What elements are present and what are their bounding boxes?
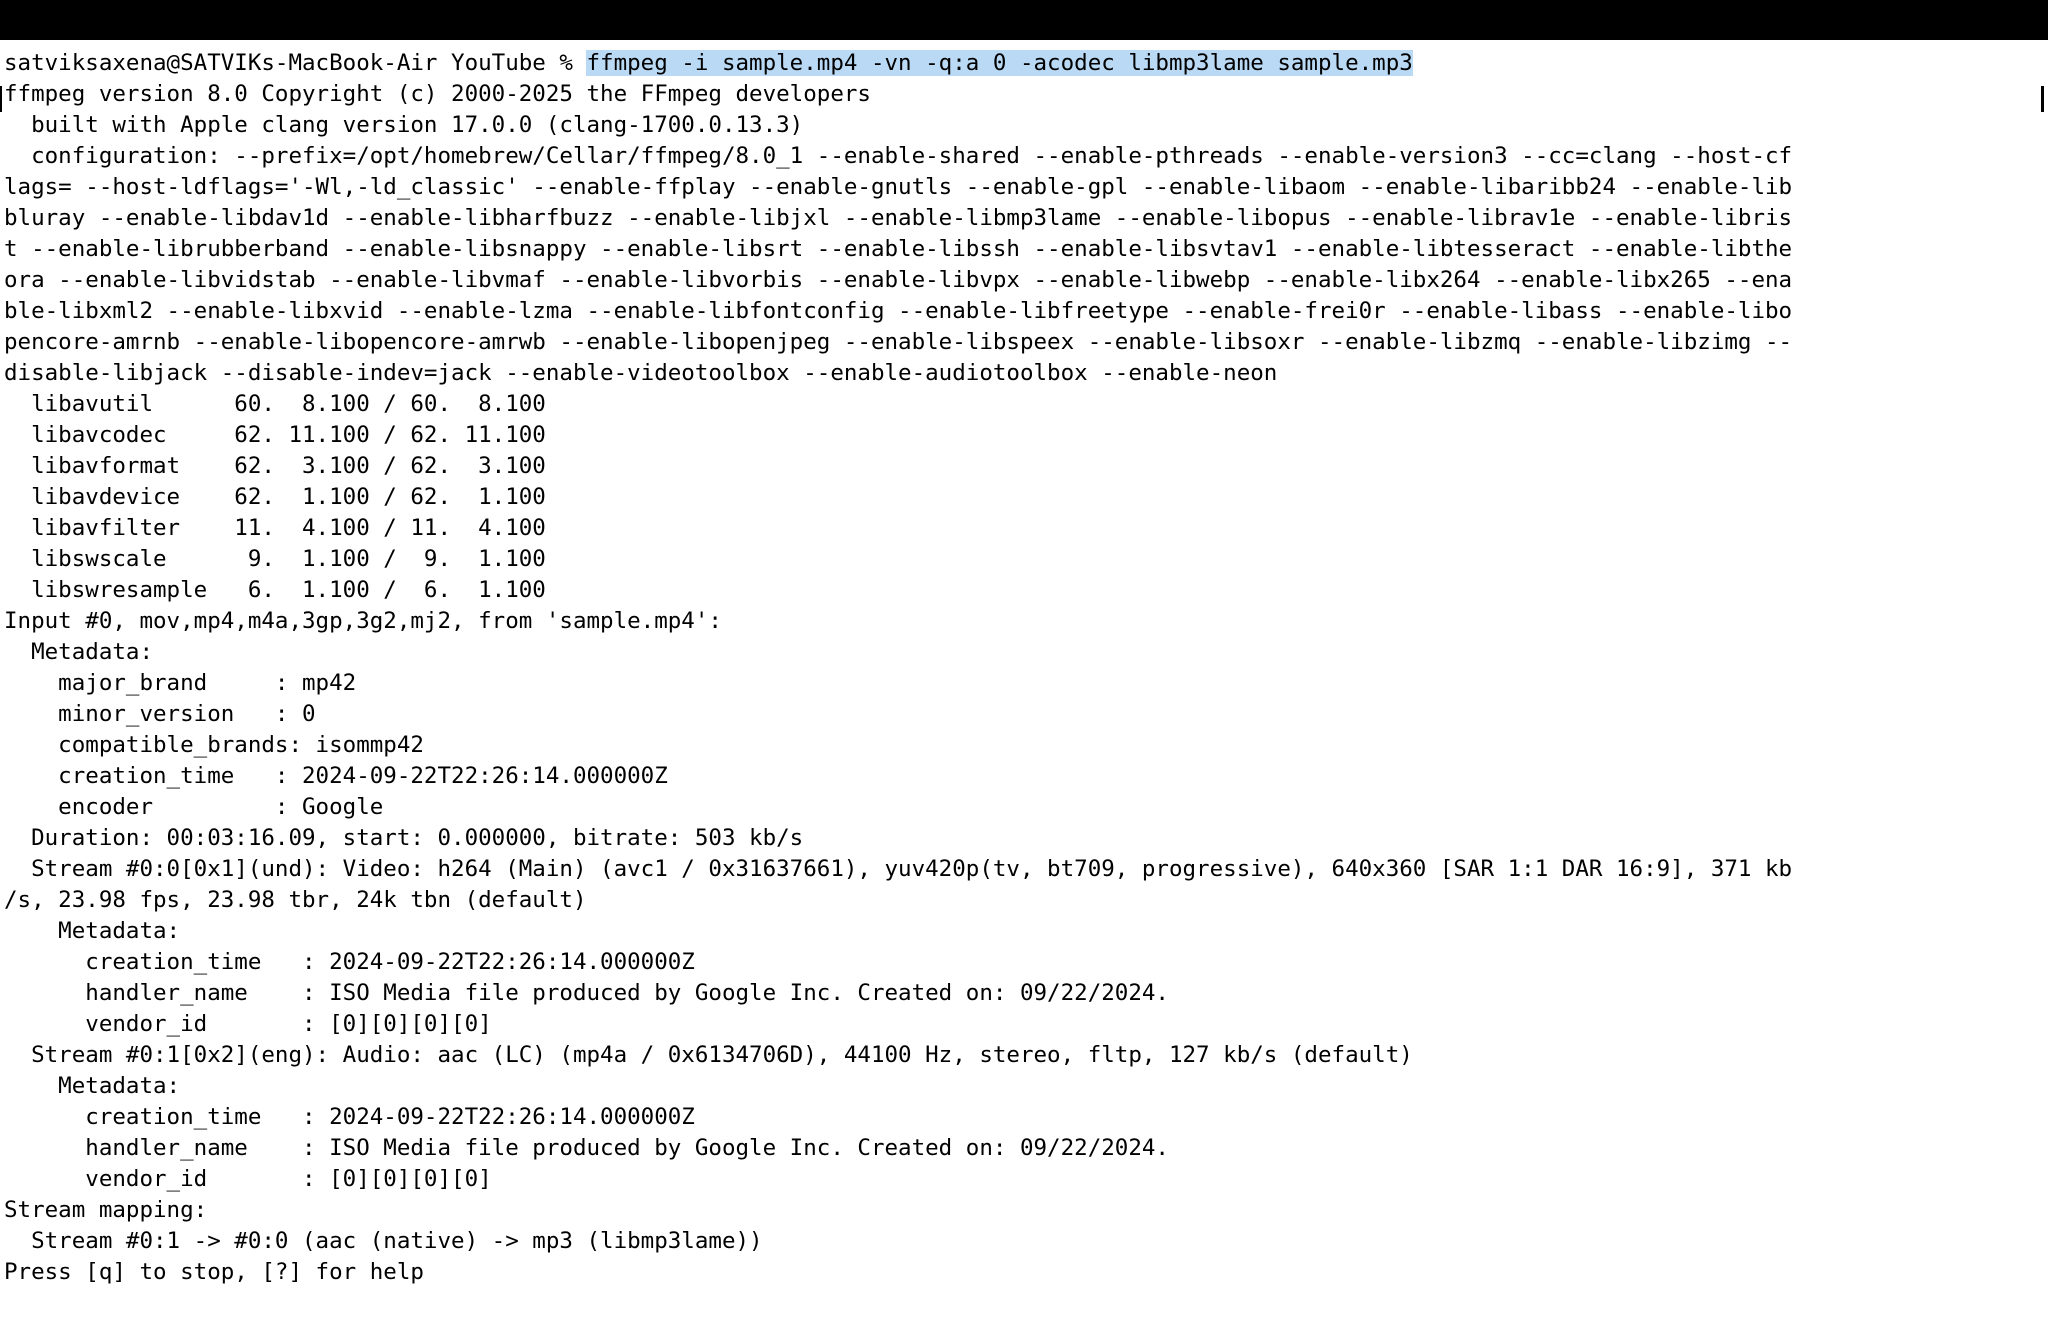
output-line: ble-libxml2 --enable-libxvid --enable-lzma --enable-libfontconfig --enable-libfreetype --enable-frei0r --enable-libass --enable-libo	[4, 298, 1793, 324]
output-line: built with Apple clang version 17.0.0 (clang-1700.0.13.3)	[4, 112, 804, 138]
command-output	[4, 79, 2044, 1288]
output-line: major_brand : mp42	[4, 670, 357, 696]
output-line: Duration: 00:03:16.09, start: 0.000000, bitrate: 503 kb/s	[4, 825, 804, 851]
output-line: Press [q] to stop, [?] for help	[4, 1259, 424, 1285]
output-line: vendor_id : [0][0][0][0]	[4, 1166, 492, 1192]
output-line: Input #0, mov,mp4,m4a,3gp,3g2,mj2, from 'sample.mp4':	[4, 608, 722, 634]
output-line: handler_name : ISO Media file produced by Google Inc. Created on: 09/22/2024.	[4, 980, 1169, 1006]
output-line: Stream #0:1 -> #0:0 (aac (native) -> mp3 (libmp3lame))	[4, 1228, 763, 1254]
command-text[interactable]: ffmpeg -i sample.mp4 -vn -q:a 0 -acodec libmp3lame sample.mp3	[586, 50, 1413, 76]
terminal-output-area[interactable]	[0, 40, 2048, 1288]
output-line: creation_time : 2024-09-22T22:26:14.000000Z	[4, 949, 695, 975]
output-line: Metadata:	[4, 918, 181, 944]
output-line: pencore-amrnb --enable-libopencore-amrwb --enable-libopenjpeg --enable-libspeex --enable-libsoxr --enable-libzmq --enable-libzimg --	[4, 329, 1793, 355]
shell-prompt: satviksaxena@SATVIKs-MacBook-Air YouTube %	[4, 50, 587, 76]
output-line: creation_time : 2024-09-22T22:26:14.000000Z	[4, 763, 668, 789]
output-line: libavcodec 62. 11.100 / 62. 11.100	[4, 422, 546, 448]
output-line: t --enable-librubberband --enable-libsnappy --enable-libsrt --enable-libssh --enable-libsvtav1 --enable-libtesseract --enable-libthe	[4, 236, 1793, 262]
cursor-left-edge	[0, 86, 2, 112]
terminal-titlebar[interactable]	[0, 0, 2048, 40]
output-line: libavdevice 62. 1.100 / 62. 1.100	[4, 484, 546, 510]
output-line: encoder : Google	[4, 794, 384, 820]
output-line: bluray --enable-libdav1d --enable-libharfbuzz --enable-libjxl --enable-libmp3lame --enable-libopus --enable-librav1e --enable-libris	[4, 205, 1793, 231]
output-line: ora --enable-libvidstab --enable-libvmaf --enable-libvorbis --enable-libvpx --enable-libwebp --enable-libx264 --enable-libx265 --ena	[4, 267, 1793, 293]
output-line: Stream #0:0[0x1](und): Video: h264 (Main) (avc1 / 0x31637661), yuv420p(tv, bt709, progressive), 640x360 [SAR 1:1 DAR 16:9], 371 kb	[4, 856, 1793, 882]
output-line: libavutil 60. 8.100 / 60. 8.100	[4, 391, 546, 417]
output-line: handler_name : ISO Media file produced by Google Inc. Created on: 09/22/2024.	[4, 1135, 1169, 1161]
output-line: libswscale 9. 1.100 / 9. 1.100	[4, 546, 546, 572]
output-line: creation_time : 2024-09-22T22:26:14.000000Z	[4, 1104, 695, 1130]
prompt-line	[4, 48, 2044, 79]
output-line: vendor_id : [0][0][0][0]	[4, 1011, 492, 1037]
output-line: Stream mapping:	[4, 1197, 208, 1223]
output-line: libavfilter 11. 4.100 / 11. 4.100	[4, 515, 546, 541]
output-line: lags= --host-ldflags='-Wl,-ld_classic' --enable-ffplay --enable-gnutls --enable-gpl --enable-libaom --enable-libaribb24 --enable-lib	[4, 174, 1793, 200]
output-line: Metadata:	[4, 1073, 181, 1099]
output-line: compatible_brands: isommp42	[4, 732, 424, 758]
output-line: minor_version : 0	[4, 701, 316, 727]
output-line: disable-libjack --disable-indev=jack --enable-videotoolbox --enable-audiotoolbox --enable-neon	[4, 360, 1278, 386]
output-line: /s, 23.98 fps, 23.98 tbr, 24k tbn (default)	[4, 887, 587, 913]
cursor-right-edge	[2041, 86, 2044, 112]
output-line: libavformat 62. 3.100 / 62. 3.100	[4, 453, 546, 479]
output-line: Metadata:	[4, 639, 154, 665]
output-line: libswresample 6. 1.100 / 6. 1.100	[4, 577, 546, 603]
output-line: configuration: --prefix=/opt/homebrew/Cellar/ffmpeg/8.0_1 --enable-shared --enable-pthreads --enable-version3 --cc=clang --host-cf	[4, 143, 1793, 169]
output-line: ffmpeg version 8.0 Copyright (c) 2000-2025 the FFmpeg developers	[4, 81, 871, 107]
output-line: Stream #0:1[0x2](eng): Audio: aac (LC) (mp4a / 0x6134706D), 44100 Hz, stereo, fltp, 127 kb/s (default)	[4, 1042, 1413, 1068]
